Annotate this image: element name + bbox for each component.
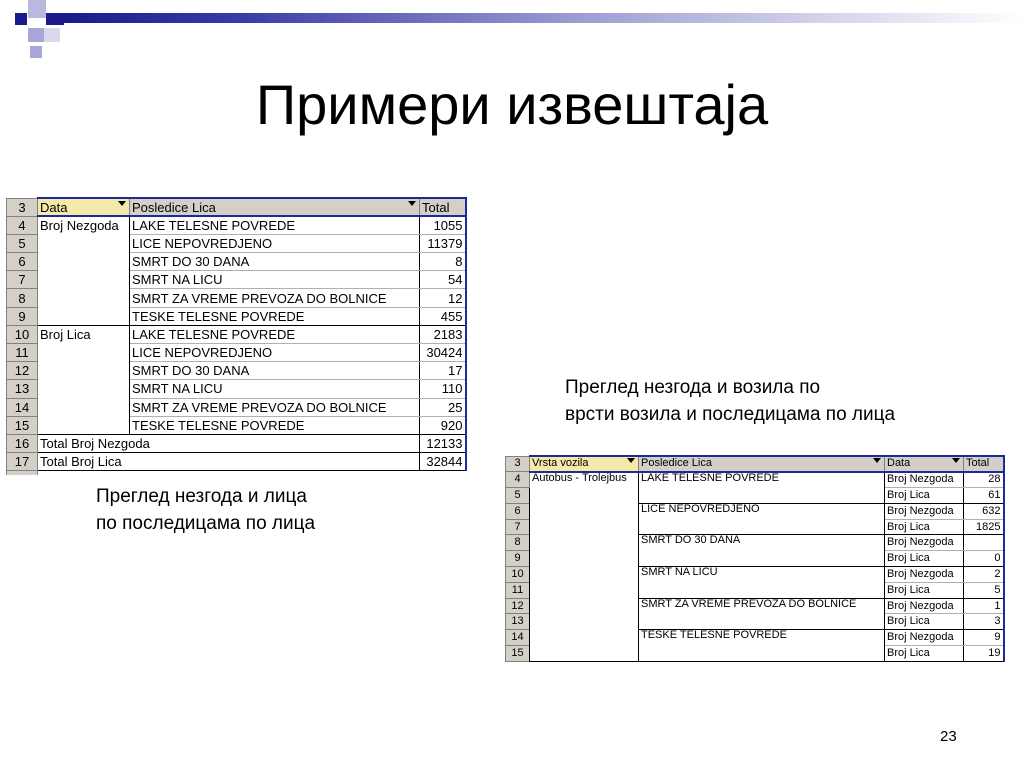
data-cell[interactable]: Broj Nezgoda (885, 472, 964, 488)
data-cell[interactable]: Broj Nezgoda (885, 567, 964, 583)
data-cell[interactable]: Broj Nezgoda (885, 630, 964, 646)
value-cell[interactable]: 920 (420, 416, 466, 434)
item-cell[interactable]: TESKE TELESNE POVREDE (130, 307, 420, 325)
pivot-field-data[interactable]: Data (885, 456, 964, 472)
table-row (7, 289, 466, 307)
deco-square (30, 46, 42, 58)
deco-square (15, 13, 27, 25)
slide-title: Примери извештаја (255, 73, 769, 136)
total-label[interactable]: Total Broj Lica (38, 453, 420, 471)
table-row (7, 216, 466, 234)
pivot-field-vrsta-vozila[interactable]: Vrsta vozila (530, 456, 639, 472)
row-number: 6 (506, 503, 530, 519)
posledica-cell[interactable]: SMRT NA LICU (639, 567, 885, 599)
total-value[interactable]: 32844 (420, 453, 466, 471)
row-number: 10 (506, 567, 530, 583)
data-cell[interactable]: Broj Nezgoda (885, 503, 964, 519)
table-row (7, 362, 466, 380)
value-cell[interactable]: 25 (420, 398, 466, 416)
group-cell[interactable] (38, 307, 130, 325)
pivot-field-total: Total (420, 198, 466, 216)
row-number: 5 (506, 488, 530, 504)
item-cell[interactable]: LAKE TELESNE POVREDE (130, 216, 420, 234)
row-number: 13 (7, 380, 38, 398)
caption-persons (96, 483, 315, 537)
row-number: 11 (506, 582, 530, 598)
caption-line: Преглед незгода и лица (96, 486, 307, 507)
data-cell[interactable]: Broj Nezgoda (885, 535, 964, 551)
value-cell[interactable]: 54 (420, 271, 466, 289)
value-cell[interactable]: 3 (964, 614, 1004, 630)
value-cell[interactable]: 30424 (420, 344, 466, 362)
row-number: 3 (7, 198, 38, 216)
pivot-field-total: Total (964, 456, 1004, 472)
row-number: 9 (506, 551, 530, 567)
group-cell[interactable] (38, 253, 130, 271)
vehicle-cell[interactable]: Autobus - Trolejbus (530, 472, 639, 662)
value-cell[interactable]: 11379 (420, 234, 466, 252)
table-header-row (506, 456, 1004, 472)
row-number: 14 (506, 630, 530, 646)
caption-vehicles (565, 374, 895, 428)
item-cell[interactable]: TESKE TELESNE POVREDE (130, 416, 420, 434)
value-cell[interactable]: 2183 (420, 325, 466, 343)
row-number: 11 (7, 344, 38, 362)
deco-square (44, 28, 60, 42)
value-cell[interactable]: 455 (420, 307, 466, 325)
row-number: 9 (7, 307, 38, 325)
item-cell[interactable]: LICE NEPOVREDJENO (130, 344, 420, 362)
item-cell[interactable]: SMRT DO 30 DANA (130, 253, 420, 271)
group-cell[interactable]: Broj Nezgoda (38, 216, 130, 234)
value-cell[interactable]: 19 (964, 646, 1004, 662)
table-row-partial (7, 471, 466, 475)
pivot-field-posledice[interactable]: Posledice Lica (639, 456, 885, 472)
row-number: 12 (506, 598, 530, 614)
data-cell[interactable]: Broj Lica (885, 582, 964, 598)
value-cell[interactable]: 110 (420, 380, 466, 398)
value-cell[interactable]: 9 (964, 630, 1004, 646)
row-number: 7 (506, 519, 530, 535)
caption-line: по последицама по лица (96, 513, 316, 534)
value-cell[interactable]: 0 (964, 551, 1004, 567)
total-value[interactable]: 12133 (420, 434, 466, 452)
row-number: 7 (7, 271, 38, 289)
group-cell[interactable] (38, 398, 130, 416)
table-row (506, 472, 1004, 488)
group-cell[interactable] (38, 380, 130, 398)
deco-square (28, 0, 46, 18)
table-row (7, 307, 466, 325)
value-cell[interactable]: 1055 (420, 216, 466, 234)
row-number: 17 (7, 453, 38, 471)
item-cell[interactable]: SMRT NA LICU (130, 380, 420, 398)
header-bar (64, 13, 1024, 23)
row-number: 12 (7, 362, 38, 380)
header-decoration (0, 0, 1024, 60)
pivot-field-posledice[interactable]: Posledice Lica (130, 198, 420, 216)
table-row (7, 271, 466, 289)
row-number: 10 (7, 325, 38, 343)
total-label[interactable]: Total Broj Nezgoda (38, 434, 420, 452)
posledica-cell[interactable]: SMRT DO 30 DANA (639, 535, 885, 567)
data-cell[interactable]: Broj Lica (885, 519, 964, 535)
table-header-row (7, 198, 466, 216)
group-cell[interactable] (38, 271, 130, 289)
deco-square (46, 13, 64, 25)
row-number: 13 (506, 614, 530, 630)
row-number: 3 (506, 456, 530, 472)
data-cell[interactable]: Broj Lica (885, 551, 964, 567)
item-cell[interactable]: SMRT ZA VREME PREVOZA DO BOLNICE (130, 398, 420, 416)
group-cell[interactable] (38, 344, 130, 362)
row-number: 4 (7, 216, 38, 234)
caption-line: Преглед незгода и возила по (565, 377, 821, 398)
row-number (7, 471, 38, 475)
value-cell[interactable]: 1 (964, 598, 1004, 614)
row-number: 8 (7, 289, 38, 307)
row-number: 6 (7, 253, 38, 271)
pivot-field-data[interactable]: Data (38, 198, 130, 216)
page-number: 23 (940, 728, 957, 745)
group-cell[interactable] (38, 416, 130, 434)
caption-line: врсти возила и последицама по лица (565, 404, 896, 425)
table-row (7, 253, 466, 271)
value-cell[interactable] (964, 535, 1004, 551)
data-cell[interactable]: Broj Nezgoda (885, 598, 964, 614)
total-row (7, 434, 466, 452)
row-number: 15 (7, 416, 38, 434)
deco-square (28, 28, 44, 42)
item-cell[interactable]: SMRT DO 30 DANA (130, 362, 420, 380)
item-cell[interactable]: LAKE TELESNE POVREDE (130, 325, 420, 343)
item-cell[interactable]: SMRT ZA VREME PREVOZA DO BOLNICE (130, 289, 420, 307)
table-row (7, 380, 466, 398)
value-cell[interactable]: 2 (964, 567, 1004, 583)
item-cell[interactable]: LICE NEPOVREDJENO (130, 234, 420, 252)
pivot-table-vehicles (505, 455, 1005, 662)
value-cell[interactable]: 28 (964, 472, 1004, 488)
value-cell[interactable]: 17 (420, 362, 466, 380)
value-cell[interactable]: 1825 (964, 519, 1004, 535)
row-number: 14 (7, 398, 38, 416)
table-row (7, 398, 466, 416)
pivot-table-persons (6, 197, 467, 475)
value-cell[interactable]: 61 (964, 488, 1004, 504)
row-number: 5 (7, 234, 38, 252)
group-cell[interactable] (38, 234, 130, 252)
row-number: 4 (506, 472, 530, 488)
data-cell[interactable]: Broj Lica (885, 488, 964, 504)
data-cell[interactable]: Broj Lica (885, 646, 964, 662)
posledica-cell[interactable]: LAKE TELESNE POVREDE (639, 472, 885, 504)
data-cell[interactable]: Broj Lica (885, 614, 964, 630)
value-cell[interactable]: 8 (420, 253, 466, 271)
item-cell[interactable]: SMRT NA LICU (130, 271, 420, 289)
row-number: 15 (506, 646, 530, 662)
total-row (7, 453, 466, 471)
table-row (7, 325, 466, 343)
value-cell[interactable]: 12 (420, 289, 466, 307)
group-cell[interactable] (38, 289, 130, 307)
row-number: 16 (7, 434, 38, 452)
posledica-cell[interactable]: SMRT ZA VREME PREVOZA DO BOLNICE (639, 598, 885, 630)
table-row (7, 234, 466, 252)
value-cell[interactable]: 632 (964, 503, 1004, 519)
posledica-cell[interactable]: TESKE TELESNE POVREDE (639, 630, 885, 662)
group-cell[interactable] (38, 362, 130, 380)
posledica-cell[interactable]: LICE NEPOVREDJENO (639, 503, 885, 535)
group-cell[interactable]: Broj Lica (38, 325, 130, 343)
value-cell[interactable]: 5 (964, 582, 1004, 598)
row-number: 8 (506, 535, 530, 551)
table-row (7, 344, 466, 362)
table-row (7, 416, 466, 434)
